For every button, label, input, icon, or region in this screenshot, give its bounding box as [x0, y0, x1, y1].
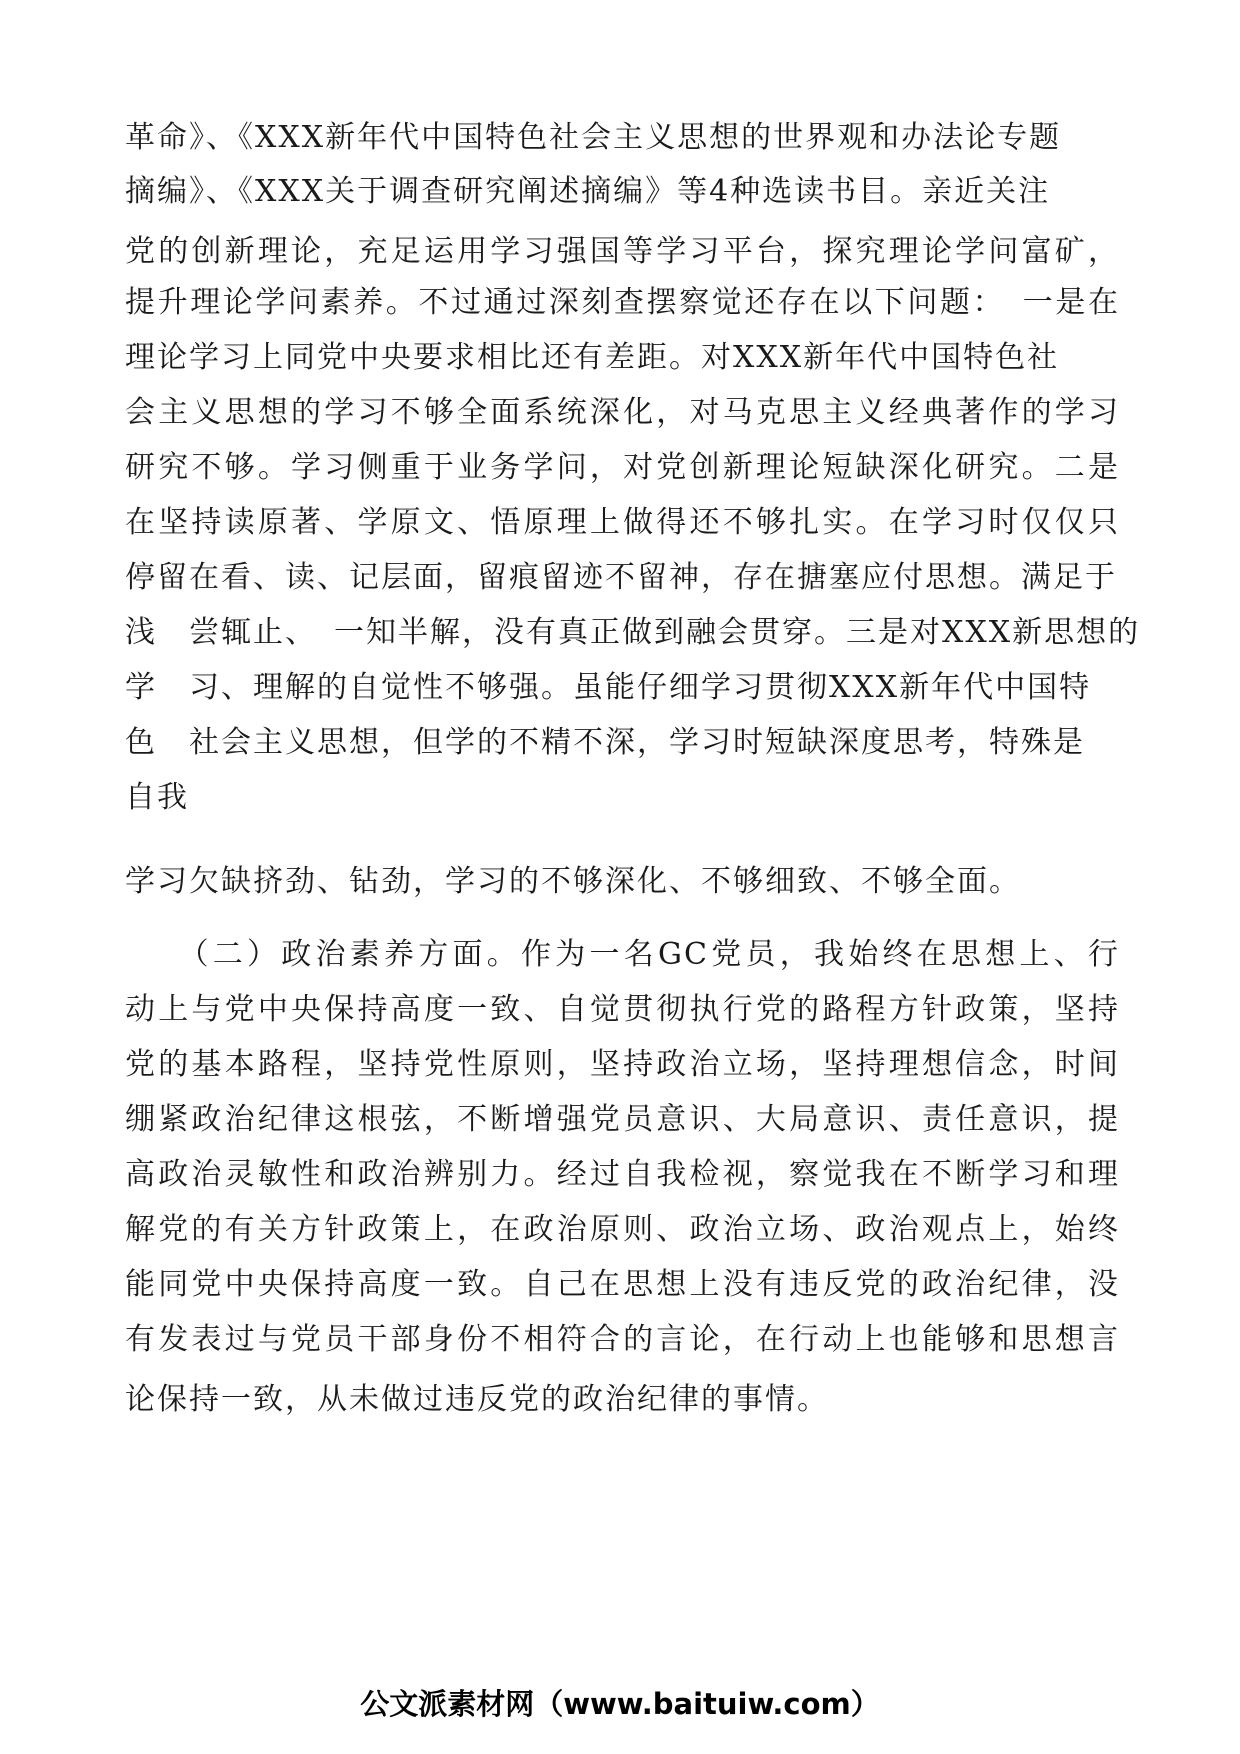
text-line: 动上与党中央保持高度一致、自觉贯彻执行党的路程方针政策，坚持 [125, 992, 1120, 1027]
paragraph-heading-line: （二）政治素养方面。作为一名GC党员，我始终在思想上、行 [125, 937, 1120, 972]
text-line: 提升理论学问素养。不过通过深刻查摆察觉还存在以下问题： 一是在 [125, 285, 1120, 320]
text-line: 论保持一致，从未做过违反党的政治纪律的事情。 [125, 1382, 829, 1417]
text-line: 研究不够。学习侧重于业务学问，对党创新理论短缺深化研究。二是 [125, 450, 1120, 485]
text-line: 色 社会主义思想，但学的不精不深，学习时短缺深度思考，特殊是 [125, 725, 1085, 760]
text-line: 革命》、《XXX新年代中国特色社会主义思想的世界观和办法论专题 [125, 120, 1062, 155]
text-line: 在坚持读原著、学原文、悟原理上做得还不够扎实。在学习时仅仅只 [125, 505, 1120, 540]
text-line: 浅 尝辄止、 一知半解，没有真正做到融会贯穿。三是对XXX新思想的 [125, 615, 1141, 650]
text-line: 能同党中央保持高度一致。自己在思想上没有违反党的政治纪律，没 [125, 1267, 1120, 1302]
text-line: 绷紧政治纪律这根弦，不断增强党员意识、大局意识、责任意识，提 [125, 1102, 1120, 1137]
text-line: 党的基本路程，坚持党性原则，坚持政治立场，坚持理想信念，时间 [125, 1047, 1120, 1082]
text-line: 理论学习上同党中央要求相比还有差距。对XXX新年代中国特色社 [125, 340, 1060, 375]
text-line: 有发表过与党员干部身份不相符合的言论，在行动上也能够和思想言 [125, 1322, 1120, 1357]
text-line: 党的创新理论，充足运用学习强国等学习平台，探究理论学问富矿， [125, 234, 1120, 269]
text-line: 自我 [125, 780, 189, 815]
text-line: 学 习、理解的自觉性不够强。虽能仔细学习贯彻XXX新年代中国特 [125, 670, 1092, 705]
text-line: 解党的有关方针政策上，在政治原则、政治立场、政治观点上，始终 [125, 1212, 1120, 1247]
text-line: 高政治灵敏性和政治辨别力。经过自我检视，察觉我在不断学习和理 [125, 1157, 1120, 1192]
text-line: 会主义思想的学习不够全面系统深化，对马克思主义经典著作的学习 [125, 395, 1120, 430]
text-line: 停留在看、读、记层面，留痕留迹不留神，存在搪塞应付思想。满足于 [125, 560, 1117, 595]
footer-watermark: 公文派素材网（www.baituiw.com） [360, 1687, 880, 1721]
text-line: 学习欠缺挤劲、钻劲，学习的不够深化、不够细致、不够全面。 [125, 864, 1021, 899]
text-line: 摘编》、《XXX关于调查研究阐述摘编》等4种选读书目。亲近关注 [125, 174, 1051, 209]
